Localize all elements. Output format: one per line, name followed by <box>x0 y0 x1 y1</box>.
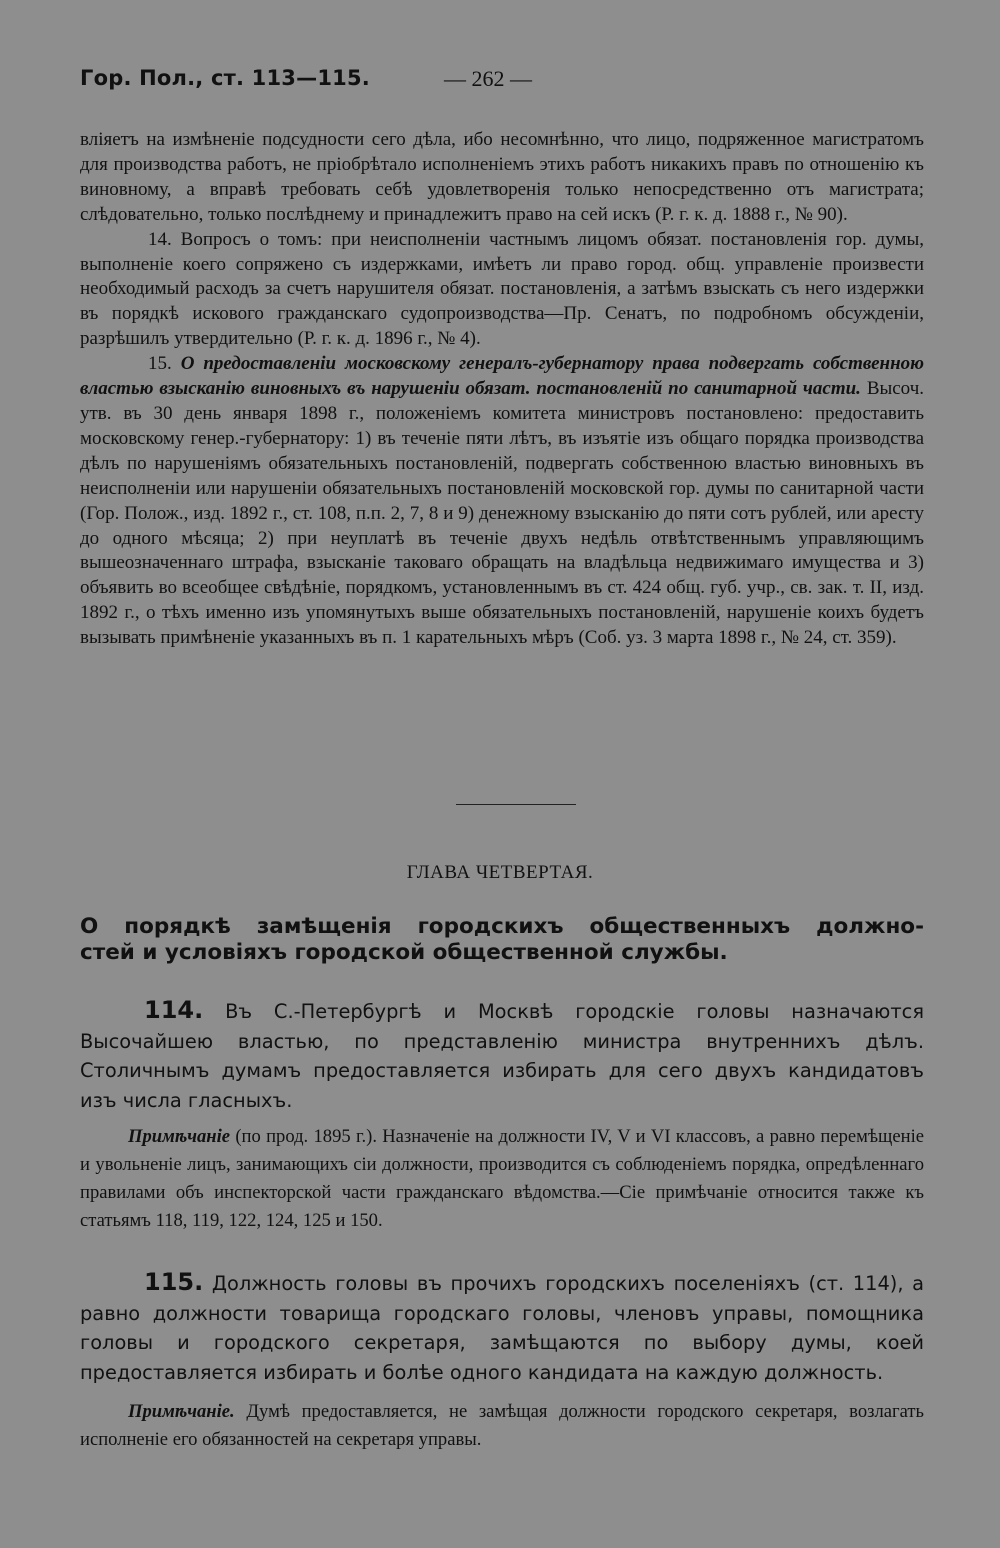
article-114 <box>80 996 924 1115</box>
page-header <box>80 66 920 100</box>
paragraph-15-title: О предоставленіи московскому генералъ-губернатору права подвергать собственною властью взысканію виновныхъ въ нарушеніи обязат. постановленій по санитарной части. <box>80 353 925 400</box>
paragraph-15 <box>80 352 924 651</box>
article-115-note-label: Примѣчаніе. <box>128 1401 235 1422</box>
article-115-text: Должность головы въ прочихъ городскихъ поселеніяхъ (ст. 114), а равно должности товарища городскаго головы, членовъ управы, помощника головы и городского секретаря, замѣщаются по выбору думы, коей предоставляется избирать и болѣе одного кандидата на каждую должность. <box>80 1272 924 1384</box>
paragraph-14: 14. Вопросъ о томъ: при неисполненіи частнымъ лицомъ обязат. постановленія гор. думы, выполненіе коего сопряжено съ издержками, имѣетъ ли право город. общ. управленіе произвести необходимый расходъ за счетъ нарушителя обязат. постановленія, а затѣмъ взыскать съ него издержки въ порядкѣ искового гражданскаго судопроизводства—Пр. Сенатъ, по подробномъ обсужденіи, разрѣшилъ утвердительно (Р. г. к. д. 1896 г., № 4). <box>80 228 924 350</box>
chapter-label: ГЛАВА ЧЕТВЕРТАЯ. <box>406 862 594 883</box>
paragraph-15-number: 15. <box>148 353 172 375</box>
chapter-title-line2: стей и условіяхъ городской общественной службы. <box>80 940 728 965</box>
article-115-number: 115. <box>144 1268 204 1296</box>
article-114-text-block <box>80 996 924 1115</box>
article-115 <box>80 1268 924 1387</box>
paragraph-15-text: Высоч. утв. въ 30 день января 1898 г., положеніемъ комитета министровъ постановлено: предоставить московскому генер.-губернатору: 1) въ теченіе пяти лѣтъ, въ изъятіе изъ общаго порядка производства дѣлъ по нарушеніямъ обязательныхъ постановленій, подвергать собственною властью виновныхъ въ неисполненіи или нарушеніи обязательныхъ постановленій московской гор. думы по санитарной части (Гор. Полож., изд. 1892 г., ст. 108, п.п. 2, 7, 8 и 9) денежному взысканію до пяти сотъ рублей, или аресту до одного мѣсяца; 2) при неуплатѣ въ теченіе двухъ недѣль отвѣтственнымъ управляющимъ вышеозначеннаго штрафа, взысканіе таковаго обращать на владѣльца недвижимаго имущества и 3) объявить во всеобщее свѣдѣніе, порядкомъ, установленнымъ въ ст. 424 общ. губ. учр., св. зак. т. II, изд. 1892 г., о тѣхъ именно изъ упомянутыхъ выше обязательныхъ постановленій, нарушеніе коихъ будетъ вызывать примѣненіе указанныхъ въ п. 1 карательныхъ мѣръ (Соб. уз. 3 марта 1898 г., № 24, ст. 359). <box>80 378 924 649</box>
chapter-title <box>80 914 924 966</box>
page-number: — 262 — <box>444 66 532 91</box>
running-head: Гор. Пол., ст. 113—115. <box>80 66 370 90</box>
article-114-note-text: (по прод. 1895 г.). Назначеніе на должности IV, V и VI классовъ, а равно перемѣщеніе и увольненіе лицъ, занимающихъ сіи должности, производится съ соблюденіемъ порядка, опредѣленнаго правилами объ инспекторской части гражданскаго вѣдомства.—Сіе примѣчаніе относится также къ статьямъ 118, 119, 122, 124, 125 и 150. <box>80 1126 924 1231</box>
article-114-number: 114. <box>144 996 204 1024</box>
section-divider <box>456 804 576 805</box>
article-115-text-block <box>80 1268 924 1387</box>
paragraph-continuation: вліяетъ на измѣненіе подсудности сего дѣла, ибо несомнѣнно, что лицо, подряженное магистратомъ для производства работъ, не пріобрѣтало исполненіемъ этихъ работъ никакихъ правъ по отношенію къ виновному, а вправѣ требовать себѣ удовлетворенія только непосредственно отъ магистрата; слѣдовательно, только послѣднему и принадлежитъ право на сей искъ (Р. г. к. д. 1888 г., № 90). <box>80 129 924 225</box>
article-115-note <box>80 1398 924 1454</box>
chapter-title-line1: О порядкѣ замѣщенія городскихъ общественныхъ должно- <box>80 914 924 939</box>
article-115-note-text-block <box>80 1398 924 1454</box>
body-text-top <box>80 128 924 651</box>
article-114-note-text-block <box>80 1123 924 1235</box>
article-115-note-text: Думѣ предоставляется, не замѣщая должности городского секретаря, возлагать исполненіе его обязанностей на секретаря управы. <box>80 1401 924 1450</box>
article-114-text: Въ С.-Петербургѣ и Москвѣ городскіе головы назначаются Высочайшею властью, по представленію министра внутреннихъ дѣлъ. Столичнымъ думамъ предоставляется избирать для сего двухъ кандидатовъ изъ числа гласныхъ. <box>80 1000 924 1112</box>
article-114-note <box>80 1123 924 1235</box>
article-114-note-label: Примѣчаніе <box>128 1126 231 1147</box>
